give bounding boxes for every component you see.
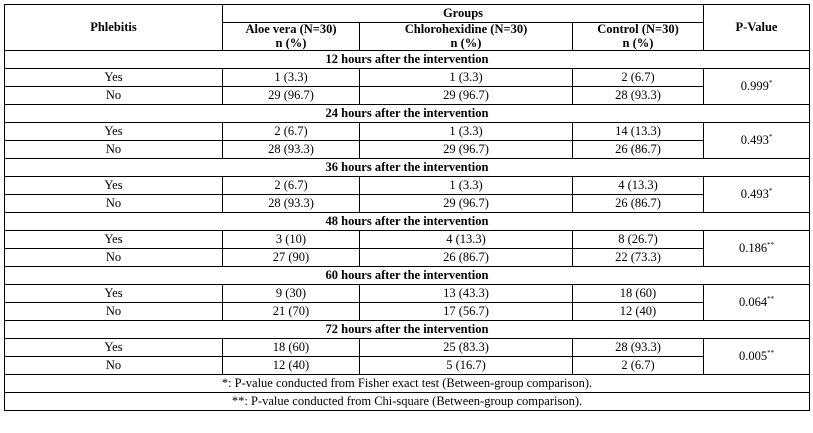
row-label: Yes [5,177,223,195]
row-label: No [5,249,223,267]
table-row [5,87,810,105]
aloe-vera-unit: n (%) [275,35,307,50]
cell-value: 28 (93.3) [223,195,360,213]
table-row [5,339,810,357]
table-row [5,141,810,159]
cell-value: 17 (56.7) [360,303,573,321]
table-row [5,123,810,141]
p-value: 0.999 [740,78,769,93]
cell-value: 12 (40) [223,357,360,375]
p-value-mark: ** [767,348,775,357]
cell-value: 18 (60) [223,339,360,357]
section-title: 72 hours after the intervention [5,321,810,339]
p-value-mark: * [768,186,773,195]
cell-value: 29 (96.7) [360,141,573,159]
cell-value: 1 (3.3) [360,177,573,195]
table-container [4,4,810,411]
cell-value: 21 (70) [223,303,360,321]
aloe-vera-header [223,23,360,51]
control-header [573,23,704,51]
control-unit: n (%) [622,35,654,50]
row-label: Yes [5,69,223,87]
row-label: Yes [5,285,223,303]
table-row [5,177,810,195]
table-row [5,195,810,213]
p-value-cell [704,285,810,321]
table-row [5,249,810,267]
section-title: 12 hours after the intervention [5,51,810,69]
chlorohexidine-title: Chlorohexidine (N=30) [404,22,528,36]
row-label: Yes [5,339,223,357]
table-footer [5,375,810,411]
row-label: No [5,141,223,159]
cell-value: 26 (86.7) [573,195,704,213]
row-label: Yes [5,231,223,249]
cell-value: 12 (40) [573,303,704,321]
p-value-cell [704,69,810,105]
p-value-mark: * [768,78,773,87]
cell-value: 26 (86.7) [573,141,704,159]
table-row [5,231,810,249]
section-title: 36 hours after the intervention [5,159,810,177]
cell-value: 29 (96.7) [360,195,573,213]
table-row [5,303,810,321]
cell-value: 28 (93.3) [573,339,704,357]
cell-value: 26 (86.7) [360,249,573,267]
p-value: 0.064 [738,294,768,309]
footnote-chi-square: **: P-value conducted from Chi-square (Between-group comparison). [5,393,810,411]
cell-value: 22 (73.3) [573,249,704,267]
cell-value: 9 (30) [223,285,360,303]
cell-value: 29 (96.7) [360,87,573,105]
table-row [5,357,810,375]
cell-value: 29 (96.7) [223,87,360,105]
table-row [5,285,810,303]
row-label: No [5,87,223,105]
p-value: 0.005 [738,348,768,363]
cell-value: 27 (90) [223,249,360,267]
section-title: 48 hours after the intervention [5,213,810,231]
p-value-mark: ** [767,240,775,249]
p-value-cell [704,231,810,267]
p-value: 0.493 [740,186,769,201]
section-title: 24 hours after the intervention [5,105,810,123]
p-value: 0.186 [738,240,768,255]
section-title: 60 hours after the intervention [5,267,810,285]
p-value-cell [704,123,810,159]
cell-value: 1 (3.3) [360,69,573,87]
row-label: Yes [5,123,223,141]
cell-value: 13 (43.3) [360,285,573,303]
footnote-fisher: *: P-value conducted from Fisher exact test (Between-group comparison). [5,375,810,393]
cell-value: 3 (10) [223,231,360,249]
row-label: No [5,303,223,321]
p-value: 0.493 [740,132,769,147]
cell-value: 2 (6.7) [223,123,360,141]
cell-value: 25 (83.3) [360,339,573,357]
table-row [5,69,810,87]
cell-value: 28 (93.3) [573,87,704,105]
p-value-cell [704,177,810,213]
row-label: No [5,357,223,375]
groups-header: Groups [223,5,704,23]
cell-value: 5 (16.7) [360,357,573,375]
cell-value: 28 (93.3) [223,141,360,159]
cell-value: 1 (3.3) [223,69,360,87]
cell-value: 1 (3.3) [360,123,573,141]
cell-value: 14 (13.3) [573,123,704,141]
control-title: Control (N=30) [597,22,679,36]
cell-value: 2 (6.7) [573,69,704,87]
table-body [5,51,810,375]
phlebitis-table [4,4,810,411]
aloe-vera-title: Aloe vera (N=30) [245,22,337,36]
cell-value: 8 (26.7) [573,231,704,249]
p-value-header: P-Value [704,5,810,51]
p-value-cell [704,339,810,375]
phlebitis-header: Phlebitis [5,5,223,51]
row-label: No [5,195,223,213]
cell-value: 2 (6.7) [573,357,704,375]
chlorohexidine-header [360,23,573,51]
table-header [5,5,810,51]
cell-value: 4 (13.3) [573,177,704,195]
cell-value: 4 (13.3) [360,231,573,249]
p-value-mark: * [768,132,773,141]
chlorohexidine-unit: n (%) [450,35,482,50]
cell-value: 18 (60) [573,285,704,303]
cell-value: 2 (6.7) [223,177,360,195]
p-value-mark: ** [767,294,775,303]
